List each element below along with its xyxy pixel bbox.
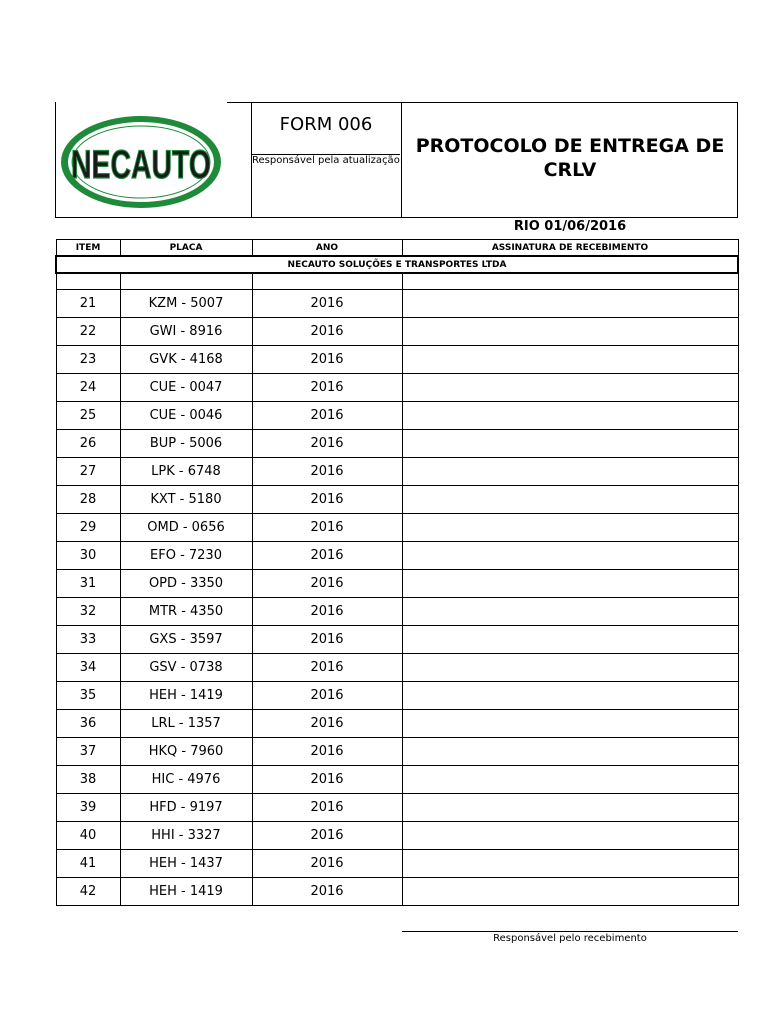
row-item: 38	[56, 766, 120, 794]
document-date: RIO 01/06/2016	[513, 219, 627, 234]
table-row	[56, 794, 738, 822]
header-left-border	[55, 102, 56, 218]
row-placa: LPK - 6748	[120, 458, 252, 486]
row-ano: 2016	[252, 598, 402, 626]
table-row	[56, 710, 738, 738]
table-body	[56, 273, 738, 906]
row-ano: 2016	[252, 878, 402, 906]
row-signature-cell[interactable]	[402, 682, 738, 710]
row-signature-cell[interactable]	[402, 570, 738, 598]
spacer-cell	[402, 273, 738, 290]
row-placa: HEH - 1419	[120, 878, 252, 906]
table-row	[56, 738, 738, 766]
table-spacer-row	[56, 273, 738, 290]
table-row	[56, 850, 738, 878]
table-row	[56, 822, 738, 850]
table-row	[56, 878, 738, 906]
row-ano: 2016	[252, 486, 402, 514]
table-row	[56, 458, 738, 486]
row-item: 29	[56, 514, 120, 542]
row-ano: 2016	[252, 738, 402, 766]
row-item: 39	[56, 794, 120, 822]
row-signature-cell[interactable]	[402, 430, 738, 458]
row-ano: 2016	[252, 346, 402, 374]
row-item: 34	[56, 654, 120, 682]
document-title-line1: PROTOCOLO DE ENTREGA DE	[415, 135, 725, 157]
responsavel-atualizacao-label: Responsável pela atualização:	[252, 155, 404, 166]
row-ano: 2016	[252, 290, 402, 318]
table-row	[56, 682, 738, 710]
row-placa: GSV - 0738	[120, 654, 252, 682]
spacer-cell	[56, 273, 120, 290]
row-placa: HFD - 9197	[120, 794, 252, 822]
row-placa: HHI - 3327	[120, 822, 252, 850]
col-header-assinatura: ASSINATURA DE RECEBIMENTO	[402, 240, 738, 257]
svg-text:NECAUTO: NECAUTO	[71, 143, 211, 187]
row-item: 24	[56, 374, 120, 402]
document-title	[402, 134, 738, 182]
row-ano: 2016	[252, 822, 402, 850]
row-ano: 2016	[252, 570, 402, 598]
row-item: 37	[56, 738, 120, 766]
row-ano: 2016	[252, 710, 402, 738]
table-header-row	[56, 240, 738, 257]
row-item: 36	[56, 710, 120, 738]
row-signature-cell[interactable]	[402, 710, 738, 738]
table-row	[56, 486, 738, 514]
row-placa: HEH - 1419	[120, 682, 252, 710]
row-placa: GWI - 8916	[120, 318, 252, 346]
row-signature-cell[interactable]	[402, 766, 738, 794]
row-signature-cell[interactable]	[402, 878, 738, 906]
row-item: 32	[56, 598, 120, 626]
row-ano: 2016	[252, 458, 402, 486]
row-item: 30	[56, 542, 120, 570]
row-placa: KZM - 5007	[120, 290, 252, 318]
row-placa: GVK - 4168	[120, 346, 252, 374]
row-ano: 2016	[252, 542, 402, 570]
row-item: 25	[56, 402, 120, 430]
row-signature-cell[interactable]	[402, 374, 738, 402]
row-item: 27	[56, 458, 120, 486]
row-ano: 2016	[252, 766, 402, 794]
row-item: 31	[56, 570, 120, 598]
row-ano: 2016	[252, 402, 402, 430]
row-item: 41	[56, 850, 120, 878]
row-signature-cell[interactable]	[402, 738, 738, 766]
table-row	[56, 654, 738, 682]
col-header-item: ITEM	[56, 240, 120, 257]
row-signature-cell[interactable]	[402, 542, 738, 570]
table-row	[56, 346, 738, 374]
row-placa: GXS - 3597	[120, 626, 252, 654]
form-code: FORM 006	[279, 114, 373, 135]
table-row	[56, 514, 738, 542]
header-bottom-border	[55, 217, 738, 218]
row-placa: CUE - 0047	[120, 374, 252, 402]
row-placa: HEH - 1437	[120, 850, 252, 878]
row-item: 21	[56, 290, 120, 318]
table-row	[56, 402, 738, 430]
document-title-line2: CRLV	[543, 159, 597, 181]
row-item: 23	[56, 346, 120, 374]
row-signature-cell[interactable]	[402, 654, 738, 682]
row-signature-cell[interactable]	[402, 290, 738, 318]
row-signature-cell[interactable]	[402, 794, 738, 822]
row-signature-cell[interactable]	[402, 486, 738, 514]
row-placa: HIC - 4976	[120, 766, 252, 794]
company-name: NECAUTO SOLUÇÕES E TRANSPORTES LTDA	[56, 256, 738, 273]
necauto-logo	[58, 112, 224, 212]
col-header-ano: ANO	[252, 240, 402, 257]
row-placa: HKQ - 7960	[120, 738, 252, 766]
table-row	[56, 430, 738, 458]
row-signature-cell[interactable]	[402, 626, 738, 654]
row-ano: 2016	[252, 654, 402, 682]
col-header-placa: PLACA	[120, 240, 252, 257]
row-ano: 2016	[252, 318, 402, 346]
table-row	[56, 290, 738, 318]
row-item: 22	[56, 318, 120, 346]
row-signature-cell[interactable]	[402, 850, 738, 878]
row-item: 42	[56, 878, 120, 906]
row-item: 26	[56, 430, 120, 458]
header-top-gap	[55, 102, 227, 103]
row-placa: LRL - 1357	[120, 710, 252, 738]
row-ano: 2016	[252, 514, 402, 542]
row-signature-cell[interactable]	[402, 598, 738, 626]
delivery-table	[55, 239, 739, 906]
table-row	[56, 570, 738, 598]
row-placa: KXT - 5180	[120, 486, 252, 514]
row-signature-cell[interactable]	[402, 514, 738, 542]
spacer-cell	[120, 273, 252, 290]
company-row	[56, 256, 738, 273]
table-row	[56, 318, 738, 346]
row-item: 33	[56, 626, 120, 654]
row-placa: BUP - 5006	[120, 430, 252, 458]
row-ano: 2016	[252, 850, 402, 878]
row-signature-cell[interactable]	[402, 402, 738, 430]
row-item: 40	[56, 822, 120, 850]
row-ano: 2016	[252, 626, 402, 654]
table-row	[56, 626, 738, 654]
row-ano: 2016	[252, 430, 402, 458]
signature-line	[402, 931, 738, 932]
row-placa: EFO - 7230	[120, 542, 252, 570]
row-signature-cell[interactable]	[402, 822, 738, 850]
row-signature-cell[interactable]	[402, 346, 738, 374]
table-row	[56, 766, 738, 794]
row-signature-cell[interactable]	[402, 318, 738, 346]
row-item: 35	[56, 682, 120, 710]
table-row	[56, 374, 738, 402]
signature-label: Responsável pelo recebimento	[493, 933, 647, 944]
row-ano: 2016	[252, 794, 402, 822]
row-item: 28	[56, 486, 120, 514]
row-placa: CUE - 0046	[120, 402, 252, 430]
row-signature-cell[interactable]	[402, 458, 738, 486]
table-row	[56, 542, 738, 570]
row-ano: 2016	[252, 374, 402, 402]
row-ano: 2016	[252, 682, 402, 710]
row-placa: OPD - 3350	[120, 570, 252, 598]
spacer-cell	[252, 273, 402, 290]
table-row	[56, 598, 738, 626]
row-placa: MTR - 4350	[120, 598, 252, 626]
row-placa: OMD - 0656	[120, 514, 252, 542]
